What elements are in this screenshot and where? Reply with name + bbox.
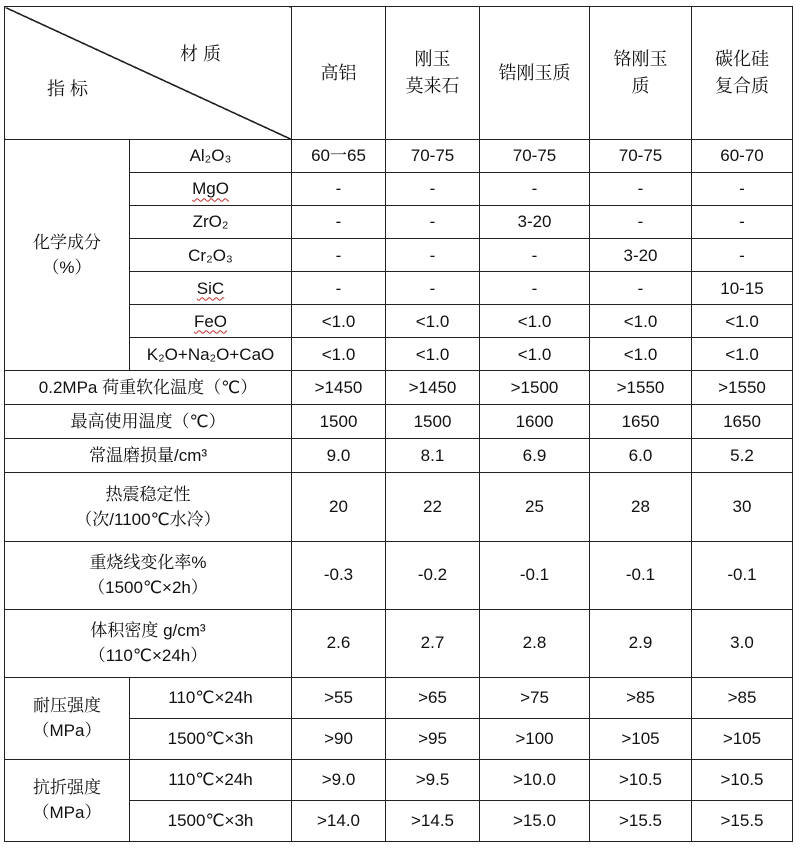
chem-value-silicon-carbide: <1.0 xyxy=(692,305,793,338)
property-value-high-alumina: -0.3 xyxy=(292,541,386,609)
chem-value-corundum-mullite: <1.0 xyxy=(386,338,480,371)
chem-value-silicon-carbide: 60-70 xyxy=(692,140,793,173)
chem-value-zirconia-corundum: <1.0 xyxy=(480,305,590,338)
property-value-chrome-corundum: 1650 xyxy=(590,405,692,439)
flexural-value-corundum-mullite: >9.5 xyxy=(386,759,480,800)
chem-value-zirconia-corundum: - xyxy=(480,173,590,206)
property-value-corundum-mullite: 2.7 xyxy=(386,609,480,677)
chem-value-corundum-mullite: <1.0 xyxy=(386,305,480,338)
chem-value-high-alumina: <1.0 xyxy=(292,338,386,371)
compressive-value-corundum-mullite: >95 xyxy=(386,718,480,759)
material-header-label: 材 质 xyxy=(179,44,221,64)
flexural-value-chrome-corundum: >10.5 xyxy=(590,759,692,800)
chem-value-zirconia-corundum: 70-75 xyxy=(480,140,590,173)
property-value-high-alumina: 2.6 xyxy=(292,609,386,677)
flexural-strength-row xyxy=(5,759,793,800)
compressive-value-chrome-corundum: >105 xyxy=(590,718,692,759)
flexural-condition: 1500℃×3h xyxy=(130,800,292,841)
compressive-value-chrome-corundum: >85 xyxy=(590,677,692,718)
chem-value-high-alumina: <1.0 xyxy=(292,305,386,338)
property-row xyxy=(5,541,793,609)
chem-component-name-text: MgO xyxy=(192,179,229,199)
index-header-label: 指 标 xyxy=(47,79,89,100)
chem-component-name xyxy=(130,272,292,305)
chem-value-high-alumina: 60一65 xyxy=(292,140,386,173)
property-value-zirconia-corundum: -0.1 xyxy=(480,541,590,609)
compressive-strength-row xyxy=(5,677,793,718)
property-value-corundum-mullite: 22 xyxy=(386,473,480,541)
chem-group-label: 化学成分 （%） xyxy=(5,140,130,371)
property-value-chrome-corundum: 6.0 xyxy=(590,439,692,473)
chem-value-high-alumina: - xyxy=(292,239,386,272)
flexural-condition: 110℃×24h xyxy=(130,759,292,800)
compressive-value-high-alumina: >55 xyxy=(292,677,386,718)
chem-component-name: Cr₂O₃ xyxy=(130,239,292,272)
chem-component-name xyxy=(130,173,292,206)
property-name: 体积密度 g/cm³ （110℃×24h） xyxy=(5,609,292,677)
flexural-strength-label: 抗折强度 （MPa） xyxy=(5,759,130,841)
column-header-zirconia-corundum: 锆刚玉质 xyxy=(480,7,590,140)
property-value-silicon-carbide: 1650 xyxy=(692,405,793,439)
compressive-value-silicon-carbide: >105 xyxy=(692,718,793,759)
property-value-silicon-carbide: 3.0 xyxy=(692,609,793,677)
compressive-condition: 110℃×24h xyxy=(130,677,292,718)
property-value-chrome-corundum: -0.1 xyxy=(590,541,692,609)
property-name: 重烧线变化率% （1500℃×2h） xyxy=(5,541,292,609)
property-row xyxy=(5,405,793,439)
property-value-corundum-mullite: 8.1 xyxy=(386,439,480,473)
compressive-value-high-alumina: >90 xyxy=(292,718,386,759)
property-value-high-alumina: 9.0 xyxy=(292,439,386,473)
property-value-zirconia-corundum: >1500 xyxy=(480,371,590,405)
chem-component-name xyxy=(130,305,292,338)
column-header-corundum-mullite: 刚玉 莫来石 xyxy=(386,7,480,140)
property-value-silicon-carbide: 30 xyxy=(692,473,793,541)
property-value-corundum-mullite: -0.2 xyxy=(386,541,480,609)
compressive-value-zirconia-corundum: >100 xyxy=(480,718,590,759)
compressive-strength-label: 耐压强度 （MPa） xyxy=(5,677,130,759)
flexural-value-silicon-carbide: >15.5 xyxy=(692,800,793,841)
property-row xyxy=(5,609,793,677)
chem-value-high-alumina: - xyxy=(292,206,386,239)
chem-component-name-text: SiC xyxy=(196,278,225,298)
chem-value-silicon-carbide: 10-15 xyxy=(692,272,793,305)
chem-value-chrome-corundum: 3-20 xyxy=(590,239,692,272)
chem-value-chrome-corundum: <1.0 xyxy=(590,338,692,371)
flexural-value-corundum-mullite: >14.5 xyxy=(386,800,480,841)
property-value-zirconia-corundum: 6.9 xyxy=(480,439,590,473)
column-header-chrome-corundum: 铬刚玉 质 xyxy=(590,7,692,140)
chem-value-chrome-corundum: 70-75 xyxy=(590,140,692,173)
chem-value-chrome-corundum: <1.0 xyxy=(590,305,692,338)
refractory-spec-table xyxy=(4,6,793,842)
chem-value-zirconia-corundum: - xyxy=(480,239,590,272)
chem-row xyxy=(5,140,793,173)
property-value-corundum-mullite: >1450 xyxy=(386,371,480,405)
property-row xyxy=(5,473,793,541)
chem-component-name: ZrO₂ xyxy=(130,206,292,239)
property-value-high-alumina: >1450 xyxy=(292,371,386,405)
compressive-value-corundum-mullite: >65 xyxy=(386,677,480,718)
column-header-silicon-carbide: 碳化硅 复合质 xyxy=(692,7,793,140)
chem-value-high-alumina: - xyxy=(292,173,386,206)
chem-value-chrome-corundum: - xyxy=(590,272,692,305)
flexural-value-silicon-carbide: >10.5 xyxy=(692,759,793,800)
chem-value-silicon-carbide: - xyxy=(692,239,793,272)
property-row xyxy=(5,439,793,473)
property-name: 热震稳定性 （次/1100℃水冷） xyxy=(5,473,292,541)
chem-value-corundum-mullite: - xyxy=(386,206,480,239)
property-value-chrome-corundum: 28 xyxy=(590,473,692,541)
compressive-condition: 1500℃×3h xyxy=(130,718,292,759)
property-value-high-alumina: 20 xyxy=(292,473,386,541)
chem-value-corundum-mullite: - xyxy=(386,272,480,305)
flexural-value-zirconia-corundum: >15.0 xyxy=(480,800,590,841)
property-value-high-alumina: 1500 xyxy=(292,405,386,439)
chem-value-corundum-mullite: 70-75 xyxy=(386,140,480,173)
chem-component-name-text: FeO xyxy=(193,311,228,331)
property-value-silicon-carbide: -0.1 xyxy=(692,541,793,609)
chem-value-silicon-carbide: <1.0 xyxy=(692,338,793,371)
chem-value-chrome-corundum: - xyxy=(590,173,692,206)
property-name: 0.2MPa 荷重软化温度（℃） xyxy=(5,371,292,405)
property-value-silicon-carbide: 5.2 xyxy=(692,439,793,473)
property-name: 最高使用温度（℃） xyxy=(5,405,292,439)
flexural-value-high-alumina: >14.0 xyxy=(292,800,386,841)
chem-component-name: K₂O+Na₂O+CaO xyxy=(130,338,292,371)
property-value-silicon-carbide: >1550 xyxy=(692,371,793,405)
header-row xyxy=(5,7,793,140)
compressive-value-silicon-carbide: >85 xyxy=(692,677,793,718)
chem-value-chrome-corundum: - xyxy=(590,206,692,239)
property-value-chrome-corundum: >1550 xyxy=(590,371,692,405)
chem-value-zirconia-corundum: 3-20 xyxy=(480,206,590,239)
flexural-value-zirconia-corundum: >10.0 xyxy=(480,759,590,800)
flexural-value-high-alumina: >9.0 xyxy=(292,759,386,800)
property-value-corundum-mullite: 1500 xyxy=(386,405,480,439)
flexural-value-chrome-corundum: >15.5 xyxy=(590,800,692,841)
property-value-chrome-corundum: 2.9 xyxy=(590,609,692,677)
diagonal-header-cell xyxy=(5,7,292,140)
chem-value-silicon-carbide: - xyxy=(692,173,793,206)
property-value-zirconia-corundum: 1600 xyxy=(480,405,590,439)
table-body xyxy=(5,7,793,842)
chem-value-zirconia-corundum: - xyxy=(480,272,590,305)
chem-value-corundum-mullite: - xyxy=(386,173,480,206)
property-value-zirconia-corundum: 2.8 xyxy=(480,609,590,677)
compressive-value-zirconia-corundum: >75 xyxy=(480,677,590,718)
column-header-high-alumina: 高铝 xyxy=(292,7,386,140)
property-value-zirconia-corundum: 25 xyxy=(480,473,590,541)
property-row xyxy=(5,371,793,405)
chem-value-corundum-mullite: - xyxy=(386,239,480,272)
chem-value-silicon-carbide: - xyxy=(692,206,793,239)
chem-value-high-alumina: - xyxy=(292,272,386,305)
chem-component-name: Al₂O₃ xyxy=(130,140,292,173)
chem-value-zirconia-corundum: <1.0 xyxy=(480,338,590,371)
property-name: 常温磨损量/cm³ xyxy=(5,439,292,473)
